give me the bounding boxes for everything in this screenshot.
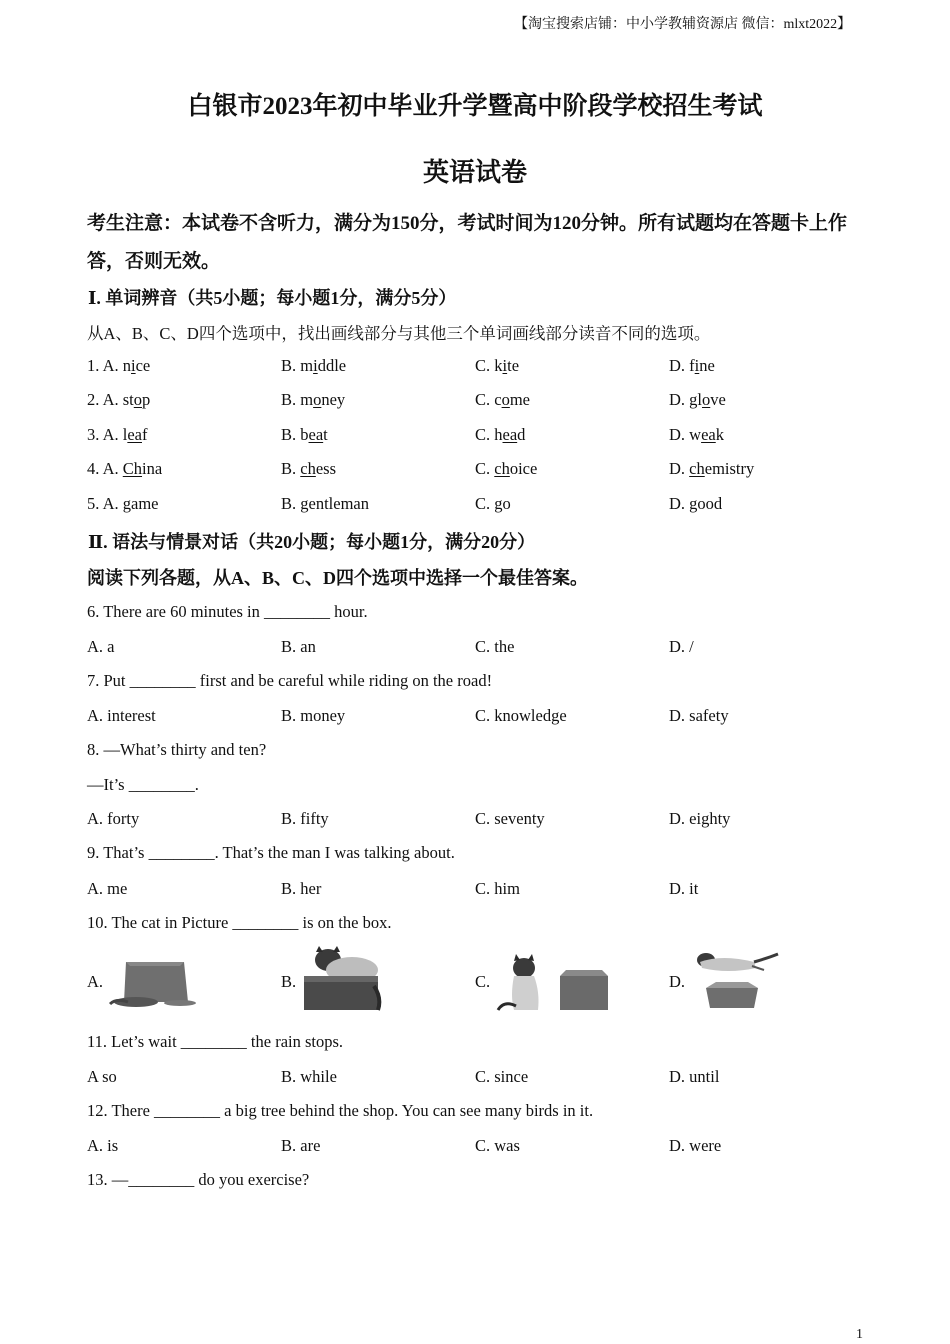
q10-option-c-label: C.: [475, 972, 491, 991]
exam-subtitle: 英语试卷: [422, 158, 527, 187]
q10-picture-b-cat-in-box: [302, 946, 382, 1012]
q7-option-b: B. money: [281, 706, 346, 725]
q9-option-d: D. it: [669, 879, 699, 898]
q10-option-d-label: D.: [669, 972, 686, 991]
q13-stem: 13. —________ do you exercise?: [87, 1170, 310, 1189]
q3-option-c: C. head: [475, 425, 526, 444]
q6-stem: 6. There are 60 minutes in ________ hour.: [87, 602, 368, 621]
section2-heading: Ⅱ. 语法与情景对话（共20小题；每小题1分，满分20分）: [88, 532, 536, 552]
q7-option-a: A. interest: [87, 706, 156, 725]
q8-option-d: D. eighty: [669, 809, 731, 828]
q6-option-c: C. the: [475, 637, 515, 656]
q3-option-b: B. beat: [281, 425, 328, 444]
q8-stem: 8. —What’s thirty and ten?: [87, 740, 267, 759]
q2-option-a: 2. A. stop: [87, 390, 151, 409]
q6-option-d: D. /: [669, 637, 694, 656]
q4-option-b: B. chess: [281, 459, 337, 478]
q11-option-b: B. while: [281, 1067, 337, 1086]
exam-title: 白银市2023年初中毕业升学暨高中阶段学校招生考试: [187, 93, 763, 120]
page-number: 1: [856, 1327, 863, 1342]
q8-option-a: A. forty: [87, 809, 140, 828]
q10-stem: 10. The cat in Picture ________ is on the box.: [87, 913, 392, 932]
q12-stem: 12. There ________ a big tree behind the shop. You can see many birds in it.: [87, 1101, 594, 1120]
q3-option-a: 3. A. leaf: [87, 425, 148, 444]
q5-option-a: 5. A. game: [87, 494, 159, 513]
section1-instruction: 从A、B、C、D四个选项中，找出画线部分与其他三个单词画线部分读音不同的选项。: [87, 324, 711, 343]
q1-option-a: 1. A. nice: [87, 356, 151, 375]
q11-stem: 11. Let’s wait ________ the rain stops.: [87, 1032, 344, 1051]
q5-option-d: D. good: [669, 494, 723, 513]
q12-option-d: D. were: [669, 1136, 722, 1155]
q1-option-c: C. kite: [475, 356, 520, 375]
q5-option-b: B. gentleman: [281, 494, 369, 513]
q12-option-c: C. was: [475, 1136, 520, 1155]
q10-picture-c-cat-beside-box: [494, 952, 612, 1012]
q2-option-b: B. money: [281, 390, 346, 409]
q9-option-a: A. me: [87, 879, 128, 898]
q9-stem: 9. That’s ________. That’s the man I was talking about.: [87, 843, 455, 862]
q11-option-a: A so: [87, 1067, 117, 1086]
q7-option-c: C. knowledge: [475, 706, 567, 725]
q8-option-b: B. fifty: [281, 809, 329, 828]
q11-option-d: D. until: [669, 1067, 720, 1086]
q9-option-c: C. him: [475, 879, 520, 898]
q10-option-b-label: B.: [281, 972, 297, 991]
q10-picture-a-cat-under-box: [106, 958, 198, 1010]
header-note: 【淘宝搜索店铺：中小学教辅资源店 微信：mlxt2022】: [514, 17, 852, 32]
q10-option-a-label: A.: [87, 972, 104, 991]
q7-stem: 7. Put ________ first and be careful while riding on the road!: [87, 671, 493, 690]
q3-option-d: D. weak: [669, 425, 724, 444]
q8-stem-reply: —It’s ________.: [87, 775, 199, 794]
q12-option-a: A. is: [87, 1136, 119, 1155]
section1-heading: Ⅰ. 单词辨音（共5小题；每小题1分，满分5分）: [88, 288, 457, 308]
q2-option-c: C. come: [475, 390, 531, 409]
q2-option-d: D. glove: [669, 390, 726, 409]
q12-option-b: B. are: [281, 1136, 321, 1155]
q4-option-d: D. chemistry: [669, 459, 755, 478]
q4-option-c: C. choice: [475, 459, 538, 478]
q8-option-c: C. seventy: [475, 809, 545, 828]
q11-option-c: C. since: [475, 1067, 529, 1086]
q6-option-a: A. a: [87, 637, 115, 656]
exam-notice: 考生注意：本试卷不含听力，满分为150分，考试时间为120分钟。所有试题均在答题卡上作答，否则无效。: [87, 213, 848, 272]
q9-option-b: B. her: [281, 879, 322, 898]
q10-picture-d-cat-jumping-over-box: [692, 948, 782, 1010]
q7-option-d: D. safety: [669, 706, 729, 725]
section2-instruction: 阅读下列各题，从A、B、C、D四个选项中选择一个最佳答案。: [87, 568, 589, 588]
q1-option-d: D. fine: [669, 356, 715, 375]
q6-option-b: B. an: [281, 637, 316, 656]
q4-option-a: 4. A. China: [87, 459, 163, 478]
q1-option-b: B. middle: [281, 356, 347, 375]
q5-option-c: C. go: [475, 494, 511, 513]
